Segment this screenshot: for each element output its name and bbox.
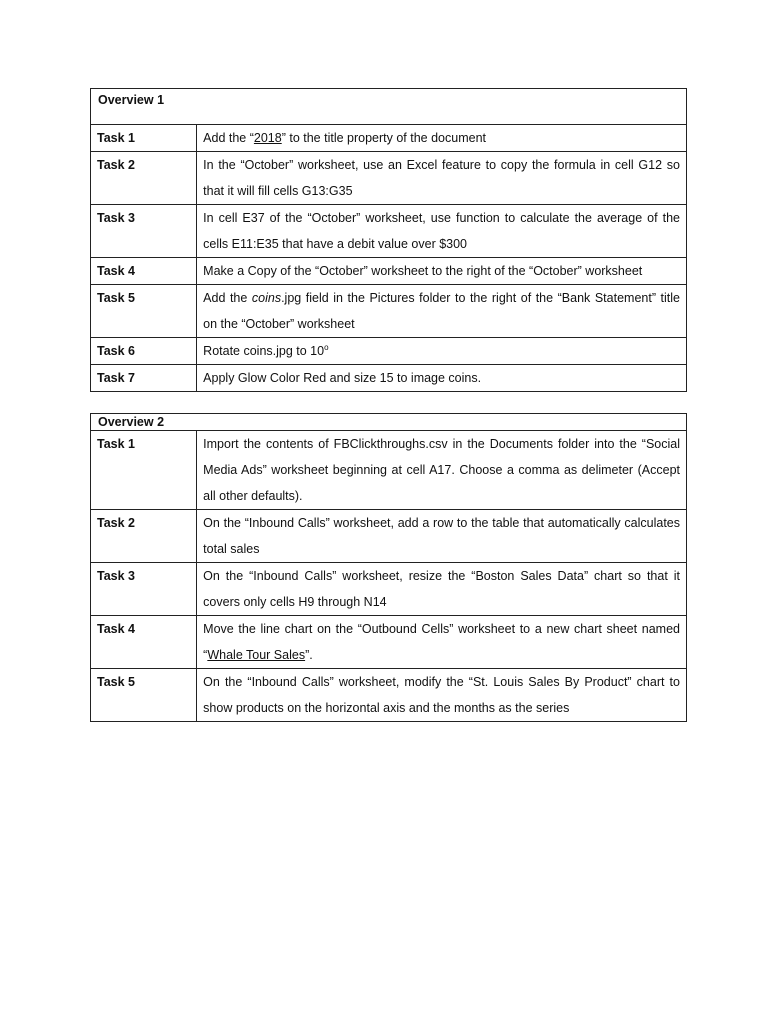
task-label: Task 3: [91, 563, 197, 616]
task-label: Task 2: [91, 152, 197, 205]
task-label: Task 5: [91, 669, 197, 722]
task-description: In cell E37 of the “October” worksheet, use function to calculate the average of the cells E11:E35 that have a debit value over $300: [197, 205, 687, 258]
task-label: Task 2: [91, 510, 197, 563]
task-label: Task 4: [91, 616, 197, 669]
task-description: Add the “2018” to the title property of the document: [197, 125, 687, 152]
task-description: Make a Copy of the “October” worksheet to the right of the “October” worksheet: [197, 258, 687, 285]
task-label: Task 1: [91, 125, 197, 152]
table-row: [91, 510, 687, 563]
task-label: Task 3: [91, 205, 197, 258]
table-row: [91, 563, 687, 616]
table-row: [91, 152, 687, 205]
task-description: Add the coins.jpg field in the Pictures folder to the right of the “Bank Statement” title on the “October” worksheet: [197, 285, 687, 338]
task-description: Move the line chart on the “Outbound Cells” worksheet to a new chart sheet named “Whale Tour Sales”.: [197, 616, 687, 669]
table-row: [91, 205, 687, 258]
table-row: [91, 365, 687, 392]
task-label: Task 6: [91, 338, 197, 365]
table-row: [91, 338, 687, 365]
overview-2-title: Overview 2: [91, 414, 687, 431]
overview-1-table: [90, 88, 687, 392]
overview-1-title: Overview 1: [91, 89, 687, 125]
task-description: Import the contents of FBClickthroughs.csv in the Documents folder into the “Social Media Ads” worksheet beginning at cell A17. Choose a comma as delimeter (Accept all other defaults).: [197, 431, 687, 510]
table-row: [91, 616, 687, 669]
table-row: [91, 125, 687, 152]
table-row: [91, 431, 687, 510]
underlined-text: Whale Tour Sales: [207, 648, 306, 662]
task-description: On the “Inbound Calls” worksheet, modify the “St. Louis Sales By Product” chart to show products on the horizontal axis and the months as the series: [197, 669, 687, 722]
italic-text: coins: [251, 291, 282, 305]
task-label: Task 4: [91, 258, 197, 285]
table-row: [91, 258, 687, 285]
overview-2-table: [90, 413, 687, 722]
overview-2-header-row: [91, 414, 687, 431]
overview-1-header-row: [91, 89, 687, 125]
task-label: Task 5: [91, 285, 197, 338]
task-description: Rotate coins.jpg to 10$^o$: [197, 338, 687, 365]
underlined-text: 2018: [253, 131, 282, 145]
task-label: Task 7: [91, 365, 197, 392]
task-description: On the “Inbound Calls” worksheet, resize the “Boston Sales Data” chart so that it covers only cells H9 through N14: [197, 563, 687, 616]
task-description: On the “Inbound Calls” worksheet, add a row to the table that automatically calculates total sales: [197, 510, 687, 563]
table-row: [91, 669, 687, 722]
task-description: In the “October” worksheet, use an Excel feature to copy the formula in cell G12 so that it will fill cells G13:G35: [197, 152, 687, 205]
degree-superscript: o: [324, 342, 329, 352]
table-row: [91, 285, 687, 338]
task-label: Task 1: [91, 431, 197, 510]
task-description: Apply Glow Color Red and size 15 to image coins.: [197, 365, 687, 392]
